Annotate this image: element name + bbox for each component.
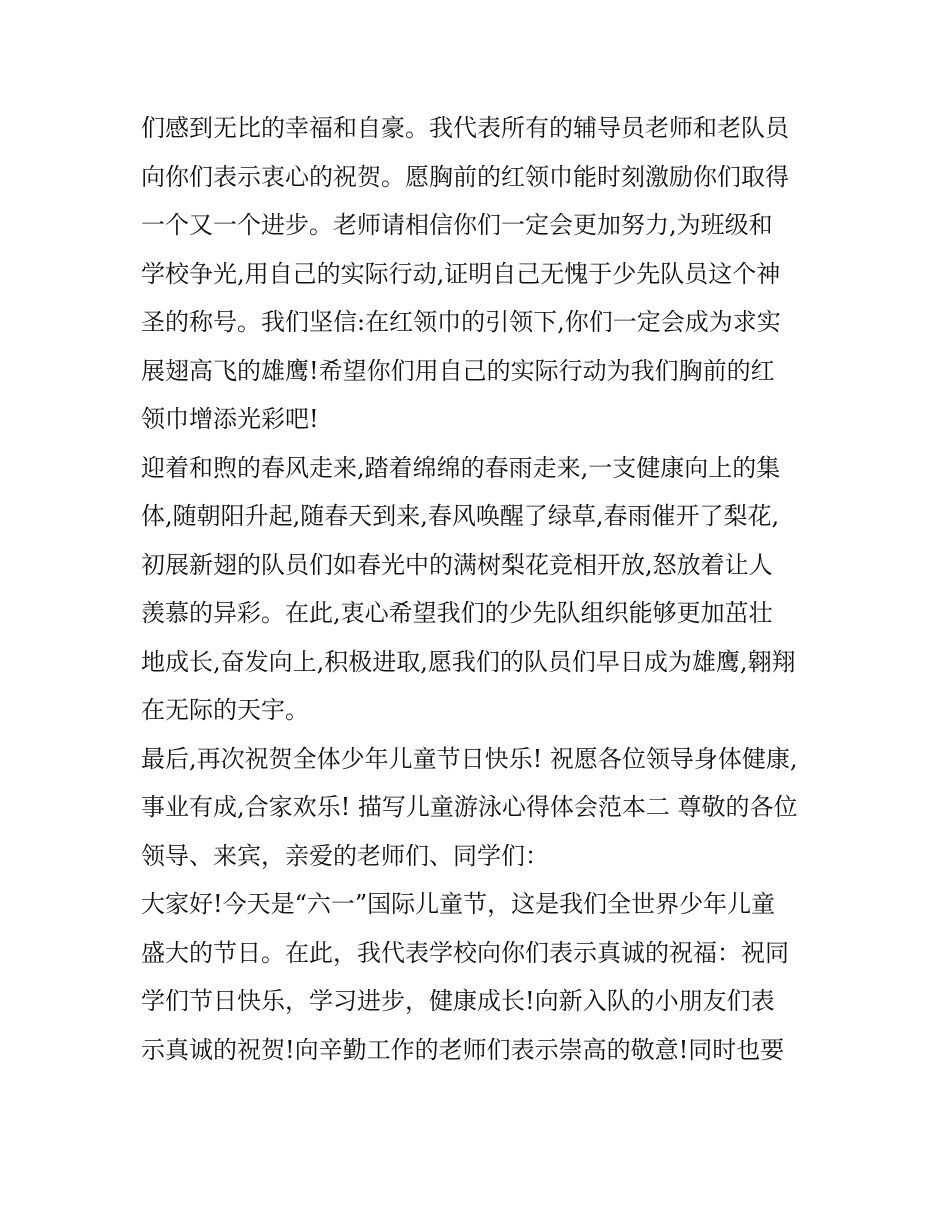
text-line: 迎着和煦的春风走来,踏着绵绵的春雨走来,一支健康向上的集	[141, 453, 781, 482]
text-line: 初展新翅的队员们如春光中的满树梨花竞相开放,怒放着让人	[141, 550, 773, 579]
text-line: 圣的称号。我们坚信:在红领巾的引领下,你们一定会成为求实	[141, 308, 781, 336]
text-line: 向你们表示衷心的祝贺。愿胸前的红领巾能时刻激励你们取得	[141, 162, 789, 191]
text-line: 最后,再次祝贺全体少年儿童节日快乐! 祝愿各位领导身体健康,	[141, 744, 798, 773]
text-line: 事业有成,合家欢乐! 描写儿童游泳心得体会范本二 尊敬的各位	[141, 793, 798, 821]
body-text	[141, 104, 821, 1074]
text-line: 地成长,奋发向上,积极进取,愿我们的队员们早日成为雄鹰,翱翔	[141, 647, 796, 676]
text-line: 展翅高飞的雄鹰!希望你们用自己的实际行动为我们胸前的红	[141, 356, 775, 385]
text-line: 盛大的节日。在此，我代表学校向你们表示真诚的祝福：祝同	[141, 938, 789, 967]
text-line: 示真诚的祝贺!向辛勤工作的老师们表示崇高的敬意!同时也要	[141, 1035, 785, 1064]
text-line: 学校争光,用自己的实际行动,证明自己无愧于少先队员这个神	[141, 259, 781, 288]
text-line: 学们节日快乐，学习进步，健康成长!向新入队的小朋友们表	[141, 987, 775, 1015]
text-line: 羡慕的异彩。在此,衷心希望我们的少先队组织能够更加茁壮	[141, 599, 773, 627]
text-line: 领巾增添光彩吧!	[141, 405, 319, 433]
text-line: 领导、来宾，亲爱的老师们、同学们：	[141, 841, 549, 870]
text-line: 在无际的天宇。	[141, 696, 309, 724]
text-line: 大家好!今天是“六一”国际儿童节，这是我们全世界少年儿童	[141, 890, 776, 918]
text-line: 们感到无比的幸福和自豪。我代表所有的辅导员老师和老队员	[141, 114, 789, 142]
text-line: 体,随朝阳升起,随春天到来,春风唤醒了绿草,春雨催开了梨花,	[141, 502, 780, 530]
text-line: 一个又一个进步。老师请相信你们一定会更加努力,为班级和	[141, 211, 773, 239]
